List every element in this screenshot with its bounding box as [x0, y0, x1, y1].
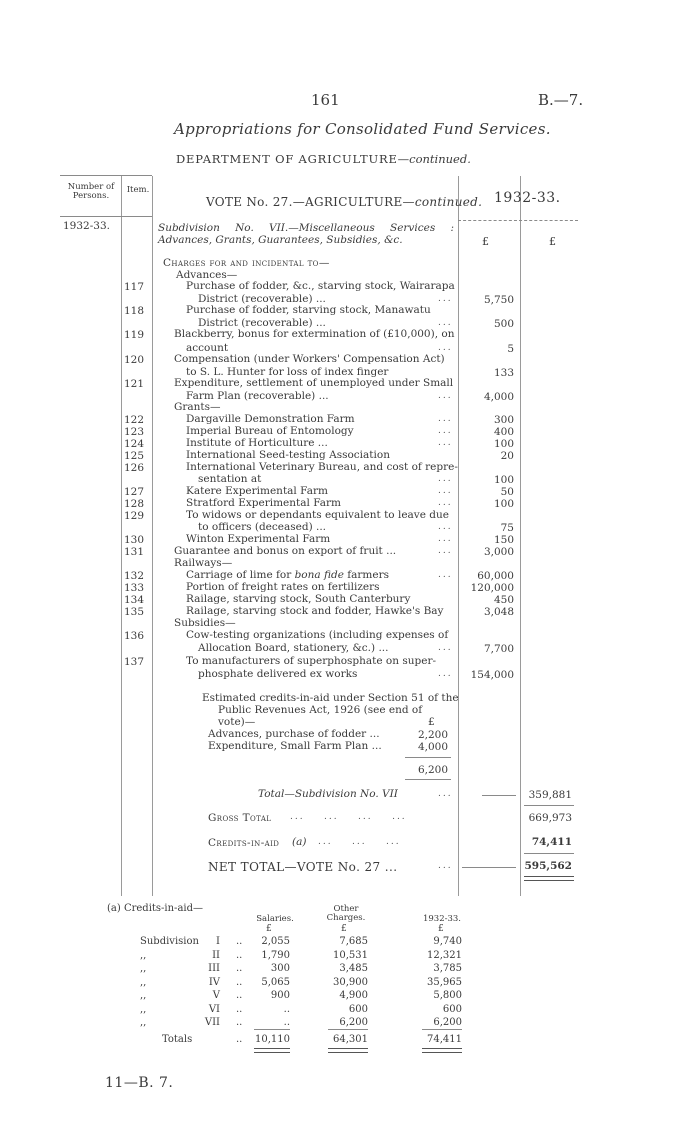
subdivision-total-value: 359,881 [528, 789, 572, 801]
footnote-salaries: 2,055 [261, 936, 290, 947]
item-description: account [186, 342, 229, 354]
credits-estimate-item-label: Advances, purchase of fodder ... [208, 728, 380, 740]
footnote-year-total: 3,785 [433, 963, 462, 974]
item-number: 130 [124, 534, 145, 546]
item-description: Purchase of fodder, &c., starving stock, Wairarapa [186, 280, 455, 292]
footnote-numeral: VII [204, 1017, 220, 1028]
footnote-numeral: II [212, 950, 220, 961]
item-amount: 500 [493, 318, 514, 330]
footnote-other: 10,531 [333, 950, 368, 961]
department-heading [176, 152, 471, 166]
footnote-total-salaries: 10,110 [255, 1034, 290, 1045]
footnote-totals-label: Totals [162, 1034, 193, 1045]
item-amount: 450 [493, 594, 514, 606]
credits-estimate-line3: vote)— [218, 716, 256, 728]
item-description: Farm Plan (recoverable) ... [186, 390, 329, 402]
item-number: 119 [124, 329, 145, 341]
currency-right: £ [549, 235, 556, 248]
leader-dots: ... [438, 789, 453, 799]
charges-heading: Charges for and incidental to— [163, 257, 330, 269]
item-number: 122 [124, 414, 145, 426]
credits-estimate-total: 6,200 [417, 764, 448, 776]
credits-estimate-item-label: Expenditure, Small Farm Plan ... [208, 740, 382, 752]
item-description: To widows or dependants equivalent to leave due [186, 509, 449, 521]
top-rule [60, 175, 152, 176]
leader-dots: ... [438, 861, 453, 871]
item-amount: 400 [493, 426, 514, 438]
leader-dots: ... ... ... [318, 837, 401, 847]
footnote-double-rule [254, 1048, 290, 1053]
item-description: Carriage of lime for bona fide farmers [186, 569, 389, 581]
footnote-other: 30,900 [333, 977, 368, 988]
item-description: Subsidies— [174, 617, 236, 629]
leader-dots: ... [438, 318, 453, 328]
leader-dots: .. [236, 1004, 243, 1015]
item-number: 125 [124, 450, 145, 462]
item-amount: 100 [493, 438, 514, 450]
footnote-salaries: 5,065 [261, 977, 290, 988]
number-of-persons-header: Number of Persons. [67, 182, 115, 201]
item-amount: 120,000 [470, 582, 514, 594]
footnote-prefix: ,, [140, 990, 147, 1001]
leader-dots: ... [438, 486, 453, 496]
leader-dots: ... [438, 294, 453, 304]
leader-dots: ... [438, 438, 453, 448]
document-reference: B.—7. [538, 91, 584, 109]
leader-dots: ... [438, 343, 453, 353]
footnote-currency: £ [438, 924, 444, 934]
item-amount: 3,000 [483, 546, 514, 558]
item-description: District (recoverable) ... [198, 317, 326, 329]
footnote-numeral: III [208, 963, 220, 974]
item-amount: 133 [493, 367, 514, 379]
leader-dots: ... [438, 474, 453, 484]
item-description: phosphate delivered ex works [198, 668, 358, 680]
credits-estimate-item-value: 4,000 [417, 741, 448, 753]
leader-dots: ... [438, 522, 453, 532]
item-description: Winton Experimental Farm [186, 533, 331, 545]
net-total-value: 595,562 [524, 860, 572, 872]
item-description: Stratford Experimental Farm [186, 497, 342, 509]
item-amount: 60,000 [477, 570, 514, 582]
footnote-salaries: .. [283, 1004, 290, 1015]
footnote-heading: (a) Credits-in-aid— [107, 903, 204, 914]
item-description: to officers (deceased) ... [198, 521, 327, 533]
footnote-numeral: V [212, 990, 220, 1001]
leader-dots: ... [438, 414, 453, 424]
item-number: 134 [124, 594, 145, 606]
item-amount: 3,048 [483, 606, 514, 618]
footnote-year-total: 5,800 [433, 990, 462, 1001]
item-amount: 100 [493, 498, 514, 510]
footnote-prefix: Subdivision [140, 936, 199, 947]
leader-dots: .. [236, 1034, 243, 1045]
item-description: Grants— [174, 401, 221, 413]
leader-dots: ... [438, 498, 453, 508]
item-amount: 154,000 [470, 669, 514, 681]
item-number: 118 [124, 305, 145, 317]
footnote-year-total: 600 [442, 1004, 462, 1015]
item-description: Railage, starving stock and fodder, Hawke's Bay [186, 605, 444, 617]
item-number: 121 [124, 378, 145, 390]
footnote-total-other: 64,301 [333, 1034, 368, 1045]
item-amount: 150 [493, 534, 514, 546]
footnote-double-rule [328, 1048, 368, 1053]
footnote-other: 3,485 [339, 963, 368, 974]
vote-title-suffix: —continued. [402, 195, 483, 209]
footnote-salaries: .. [283, 1017, 290, 1028]
credits-in-aid-note: (a) [292, 836, 307, 848]
footnote-rule [422, 1029, 462, 1030]
leader-dots: ... [438, 570, 453, 580]
header-rule-right [458, 220, 578, 221]
leader-dots: .. [236, 950, 243, 961]
item-description: Imperial Bureau of Entomology [186, 425, 354, 437]
footnote-year-total: 12,321 [427, 950, 462, 961]
persons-year: 1932-33. [63, 220, 110, 232]
credits-in-aid-value: 74,411 [531, 836, 572, 848]
column-divider-item [152, 176, 153, 896]
vote-title-text: VOTE No. 27.—AGRICULTURE [206, 195, 403, 209]
footnote-prefix: ,, [140, 950, 147, 961]
item-amount: 4,000 [483, 391, 514, 403]
footnote-year-total: 6,200 [433, 1017, 462, 1028]
item-amount: 5 [507, 343, 514, 355]
department-name: DEPARTMENT OF AGRICULTURE [176, 152, 398, 166]
item-number: 120 [124, 354, 145, 366]
currency-left: £ [482, 235, 489, 248]
footnote-prefix: ,, [140, 977, 147, 988]
item-number: 123 [124, 426, 145, 438]
footnote-total-year: 74,411 [427, 1034, 462, 1045]
item-amount: 300 [493, 414, 514, 426]
item-description: to S. L. Hunter for loss of index finger [186, 366, 389, 378]
page-title: Appropriations for Consolidated Fund Services. [174, 120, 551, 138]
amount-rule [462, 867, 516, 868]
item-amount: 50 [500, 486, 514, 498]
item-description: Institute of Horticulture ... [186, 437, 328, 449]
footnote-currency: £ [266, 924, 272, 934]
footnote-other: 600 [348, 1004, 368, 1015]
item-number: 135 [124, 606, 145, 618]
subtotal-rule [524, 805, 574, 806]
subdivision-title: Subdivision No. VII.—Miscellaneous Services : Advances, Grants, Guarantees, Subsidies, &c. [158, 222, 454, 246]
item-number: 133 [124, 582, 145, 594]
item-description: Guarantee and bonus on export of fruit ... [174, 545, 397, 557]
item-description: District (recoverable) ... [198, 293, 326, 305]
leader-dots: .. [236, 936, 243, 947]
subdivision-total-label: Total—Subdivision No. VII [258, 788, 398, 800]
item-description: Railways— [174, 557, 233, 569]
item-amount: 75 [500, 522, 514, 534]
footnote-other: 4,900 [339, 990, 368, 1001]
item-description: International Seed-testing Association [186, 449, 390, 461]
item-description: Katere Experimental Farm [186, 485, 328, 497]
item-description: Railage, starving stock, South Canterbury [186, 593, 411, 605]
column-divider-text [458, 176, 459, 896]
item-amount: 20 [500, 450, 514, 462]
credits-estimate-rule [405, 757, 451, 758]
item-description: sentation at [198, 473, 262, 485]
vote-title [206, 195, 482, 209]
item-number: 126 [124, 462, 145, 474]
credits-estimate-item-value: 2,200 [417, 729, 448, 741]
footnote-salaries: 300 [270, 963, 290, 974]
item-number: 124 [124, 438, 145, 450]
credits-in-aid-label: Credits-in-aid [208, 837, 280, 849]
net-total-double-rule [524, 876, 574, 881]
footnote-col-year: 1932-33. [422, 914, 462, 924]
footnote-year-total: 9,740 [433, 936, 462, 947]
leader-dots: ... ... ... ... [290, 812, 407, 822]
leader-dots: .. [236, 1017, 243, 1028]
footnote-rule [254, 1029, 290, 1030]
footnote-prefix: ,, [140, 963, 147, 974]
department-suffix: —continued. [397, 152, 471, 166]
column-divider-persons [121, 176, 122, 896]
footnote-numeral: IV [208, 977, 220, 988]
item-description: Dargaville Demonstration Farm [186, 413, 355, 425]
leader-dots: ... [438, 534, 453, 544]
footnote-numeral: VI [208, 1004, 220, 1015]
item-description: Expenditure, settlement of unemployed under Small [174, 377, 454, 389]
page-number: 161 [311, 91, 340, 109]
item-amount: 5,750 [483, 294, 514, 306]
leader-dots: ... [438, 391, 453, 401]
item-description: International Veterinary Bureau, and cost of repre- [186, 461, 458, 473]
item-description: Compensation (under Workers' Compensation Act) [174, 353, 445, 365]
item-description: Blackberry, bonus for extermination of (£10,000), on [174, 328, 455, 340]
gross-total-value: 669,973 [528, 812, 572, 824]
item-number: 128 [124, 498, 145, 510]
leader-dots: .. [236, 990, 243, 1001]
item-number: 131 [124, 546, 145, 558]
column-divider-amount [520, 176, 521, 896]
item-number: 136 [124, 630, 145, 642]
item-description: Advances— [176, 269, 238, 281]
footnote-prefix: ,, [140, 1004, 147, 1015]
item-number: 117 [124, 281, 145, 293]
item-description: Allocation Board, stationery, &c.) ... [198, 642, 389, 654]
leader-dots: .. [236, 977, 243, 988]
footnote-rule [328, 1029, 368, 1030]
header-rule-left [60, 216, 152, 217]
credits-rule [524, 853, 574, 854]
footnote-numeral: I [216, 936, 220, 947]
amount-rule [482, 795, 516, 796]
item-description: To manufacturers of superphosphate on super- [186, 655, 437, 667]
item-number: 127 [124, 486, 145, 498]
footnote-other: 6,200 [339, 1017, 368, 1028]
footnote-currency: £ [341, 924, 347, 934]
footnote-prefix: ,, [140, 1017, 147, 1028]
footnote-salaries: 1,790 [261, 950, 290, 961]
item-amount: 100 [493, 474, 514, 486]
footnote-col-salaries: Salaries. [256, 914, 294, 924]
net-total-label: NET TOTAL—VOTE No. 27 ... [208, 860, 398, 874]
credits-estimate-rule-bottom [405, 779, 451, 780]
footnote-year-total: 35,965 [427, 977, 462, 988]
leader-dots: ... [438, 643, 453, 653]
credits-estimate-currency: £ [428, 716, 435, 728]
item-number: 137 [124, 656, 145, 668]
credits-estimate-line2: Public Revenues Act, 1926 (see end of [218, 704, 423, 716]
footnote-salaries: 900 [270, 990, 290, 1001]
credits-estimate-line1: Estimated credits-in-aid under Section 51 of the [202, 692, 459, 704]
item-amount: 7,700 [483, 643, 514, 655]
leader-dots: ... [438, 669, 453, 679]
item-header: Item. [126, 185, 150, 195]
item-description: Purchase of fodder, starving stock, Manawatu [186, 304, 431, 316]
leader-dots: ... [438, 546, 453, 556]
footnote-double-rule [422, 1048, 462, 1053]
footnote-other: 7,685 [339, 936, 368, 947]
footnote-col-other: Other Charges. [326, 904, 366, 923]
item-number: 129 [124, 510, 145, 522]
leader-dots: ... [438, 426, 453, 436]
signature-mark: 11—B. 7. [105, 1075, 174, 1091]
item-description: Portion of freight rates on fertilizers [186, 581, 380, 593]
item-number: 132 [124, 570, 145, 582]
leader-dots: .. [236, 963, 243, 974]
item-description: Cow-testing organizations (including expenses of [186, 629, 449, 641]
year-header: 1932-33. [494, 190, 561, 206]
gross-total-label: Gross Total [208, 812, 272, 824]
